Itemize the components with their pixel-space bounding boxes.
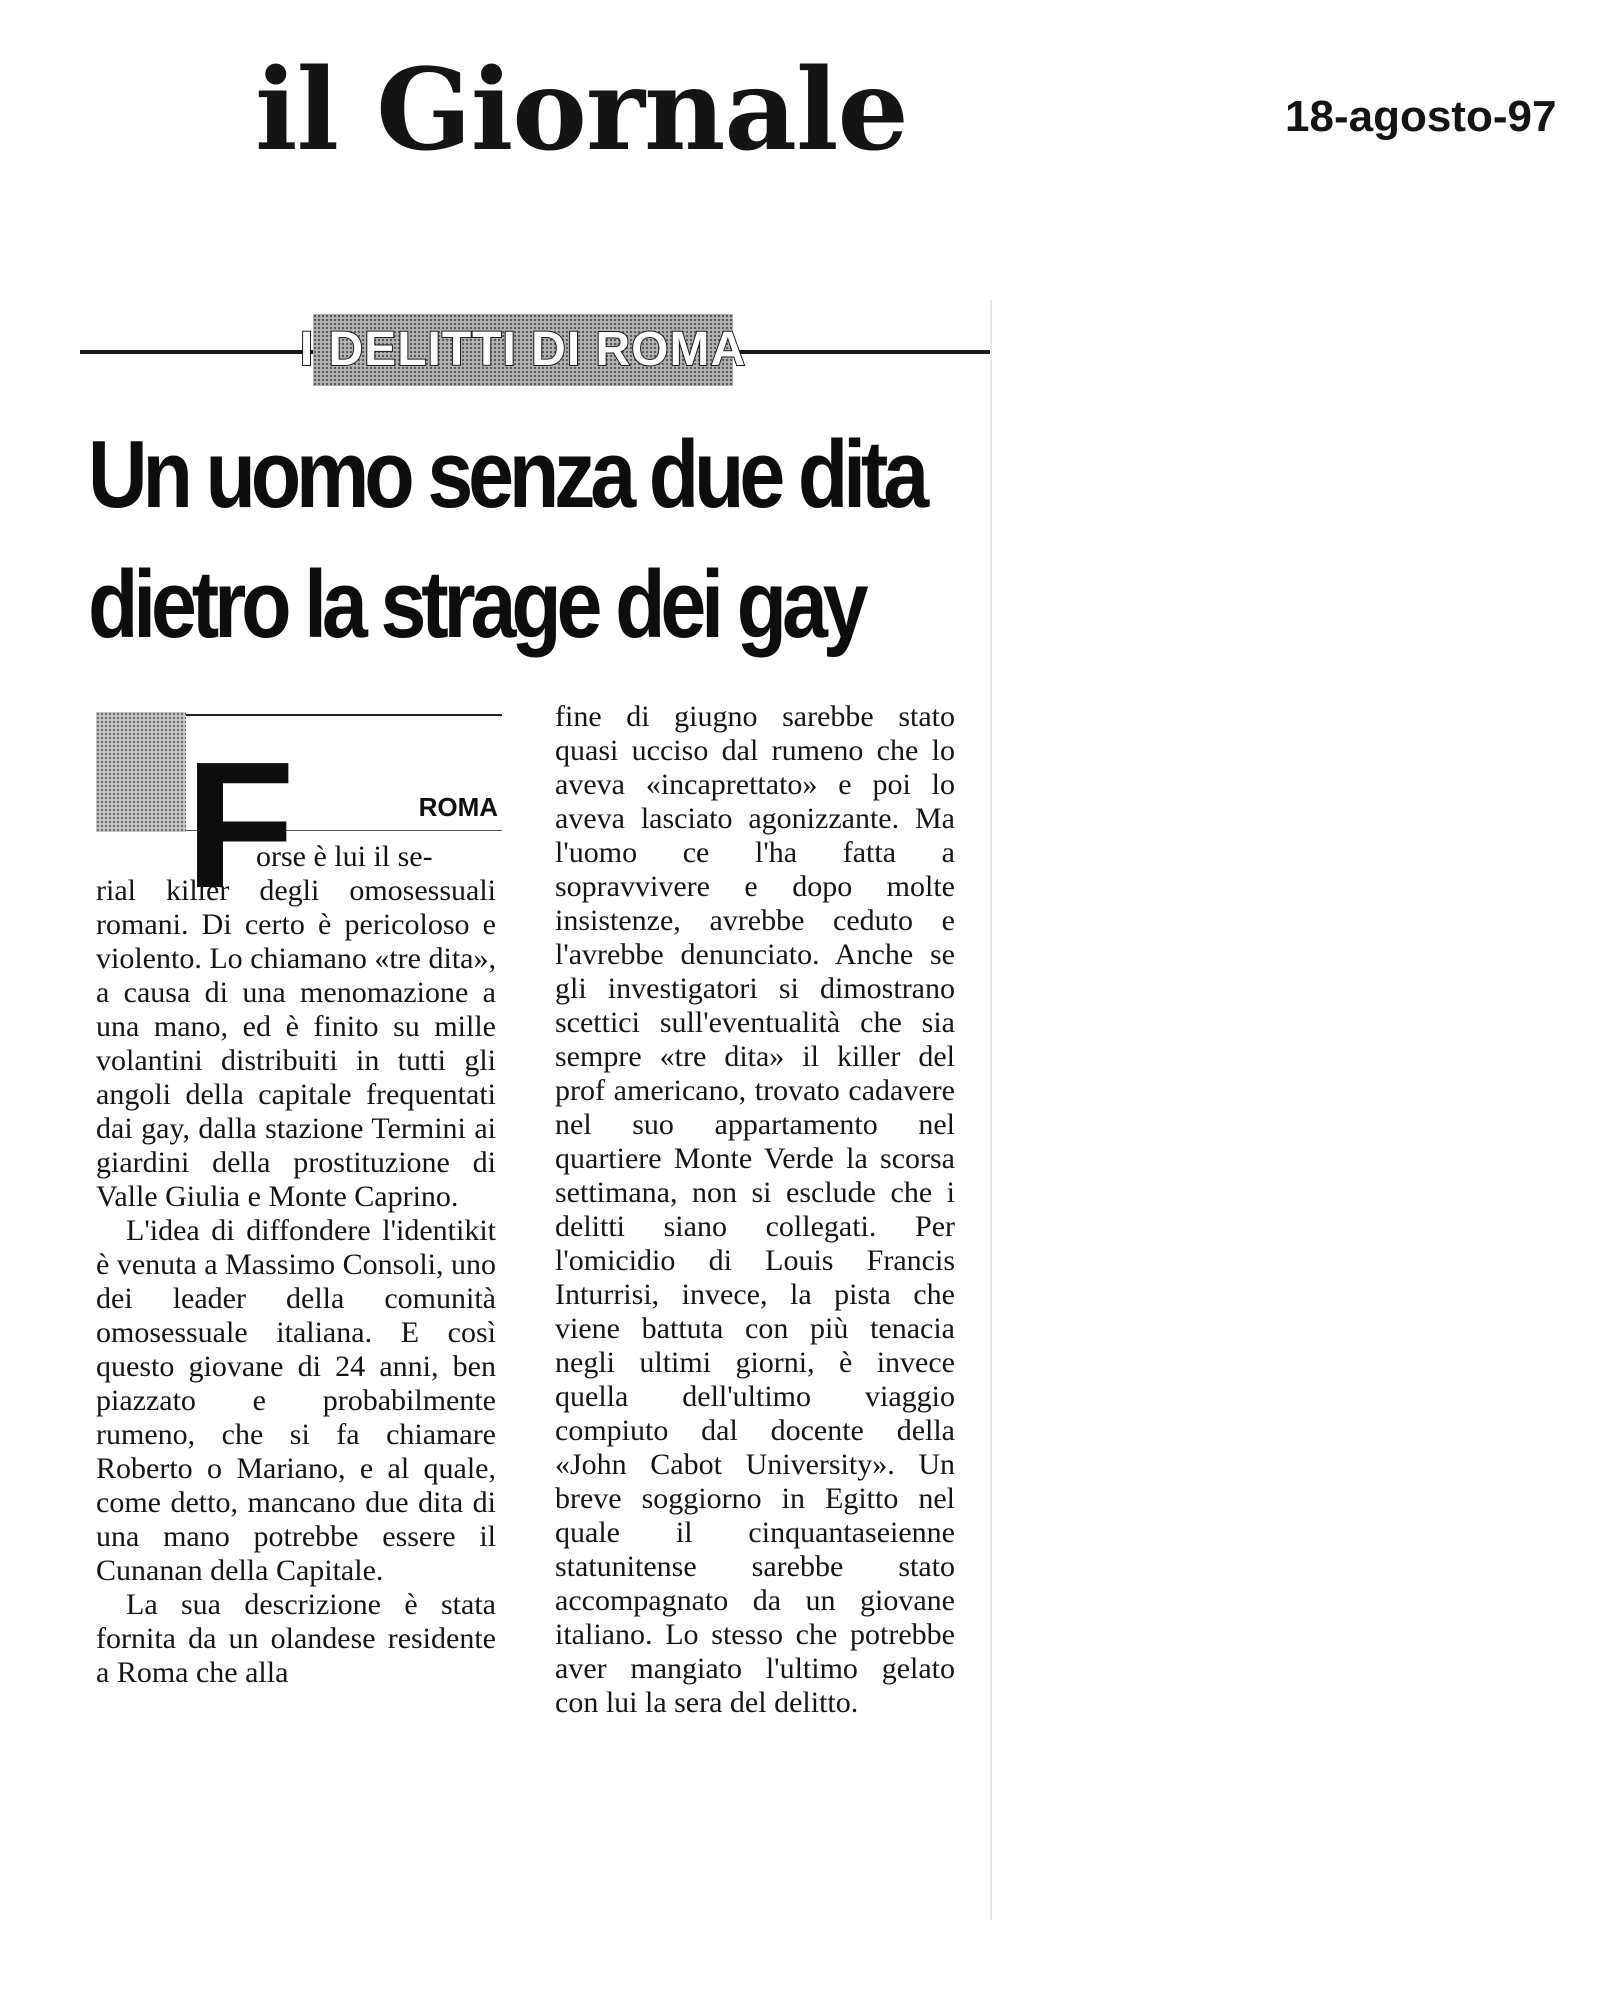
column-1 (96, 874, 496, 1690)
dateline-box (96, 712, 502, 832)
dateline: ROMA (418, 792, 498, 822)
rubric-label: I DELITTI DI ROMA (299, 323, 747, 376)
column-1-paragraph-1: rial killer degli omosessuali romani. Di certo è pericoloso e violento. Lo chiamano «tre dita», a causa di una menomazione a una mano, ed è finito su mille volantini distribuiti in tutti gli angoli della capitale frequentati dai gay, dalla stazione Termini ai giardini della prostituzione di Valle Giulia e Monte Caprino. (96, 874, 496, 1213)
masthead-logo: il Giornale (255, 45, 908, 176)
dateline-shade (96, 712, 186, 832)
dateline-rule-top (186, 714, 502, 716)
rubric-rule-right (733, 350, 990, 354)
publication-date: 18-agosto-97 (1285, 92, 1557, 141)
column-1-paragraph-3: La sua descrizione è stata fornita da un olandese residente a Roma che alla (96, 1588, 496, 1689)
drop-cap: F (185, 725, 295, 926)
headline (88, 410, 925, 670)
column-2-paragraph: fine di giugno sarebbe stato quasi ucciso dal rumeno che lo aveva «incaprettato» e poi lo aveva lasciato agonizzante. Ma l'uomo ce l'ha fatta a sopravvivere e dopo molte insistenze, avrebbe ceduto e l'avrebbe denunciato. Anche se gli investigatori si dimostrano scettici sull'eventualità che sia sempre «tre dita» il killer del prof americano, trovato cadavere nel suo appartamento nel quartiere Monte Verde la scorsa settimana, non si esclude che i delitti siano collegati. Per l'omicidio di Louis Francis Inturrisi, invece, la pista che viene battuta con più tenacia negli ultimi giorni, è invece quella dell'ultimo viaggio compiuto dal docente della «John Cabot University». Un breve soggiorno in Egitto nel quale il cinquantaseienne statunitense sarebbe stato accompagnato da un giovane italiano. Lo stesso che potrebbe aver mangiato l'ultimo gelato con lui la sera del delitto. (555, 700, 955, 1719)
headline-line-2: dietro la strage dei gay (88, 551, 864, 658)
headline-line-1: Un uomo senza due dita (88, 421, 925, 528)
column-1-paragraph-2: L'idea di diffondere l'identikit è venuta a Massimo Consoli, uno dei leader della comunità omosessuale italiana. E così questo giovane di 24 anni, ben piazzato e probabilmente rumeno, che si fa chiamare Roberto o Mariano, e al quale, come detto, mancano due dita di una mano potrebbe essere il Cunanan della Capitale. (96, 1214, 496, 1587)
rubric-rule-left (80, 350, 313, 354)
column-1-lead: orse è lui il se- (256, 840, 433, 873)
article-clipping (80, 300, 992, 1920)
section-rubric (299, 314, 747, 386)
column-2 (555, 700, 955, 1720)
